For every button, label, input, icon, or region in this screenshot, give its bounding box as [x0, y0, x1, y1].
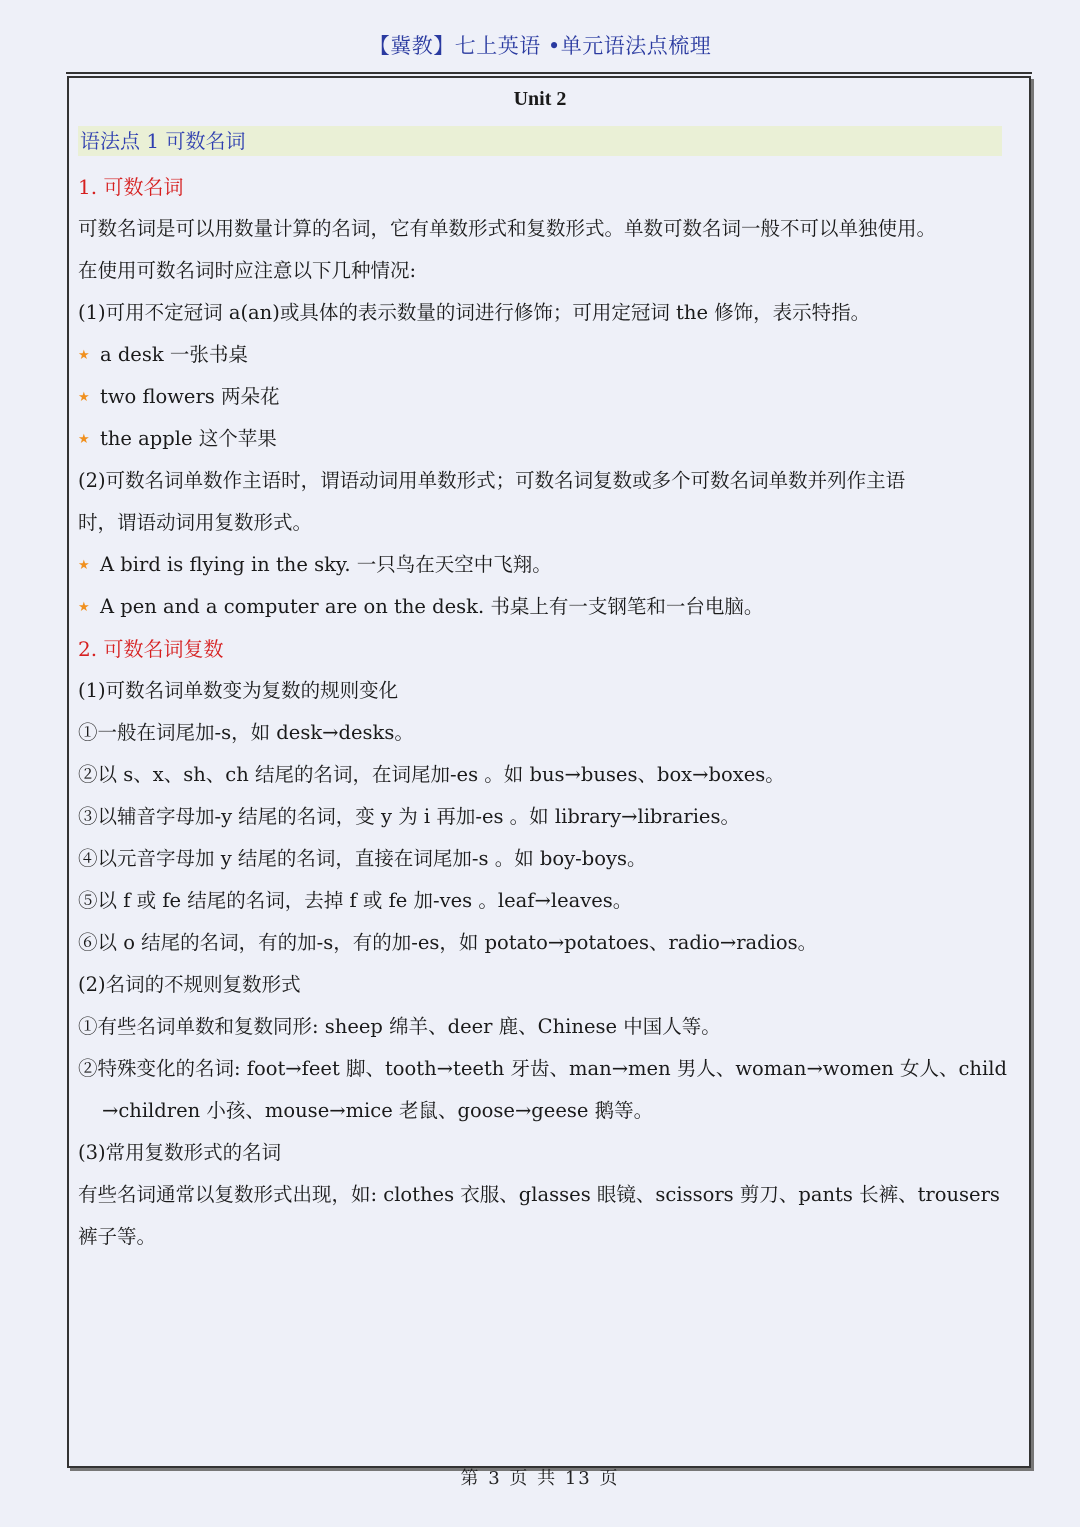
section-title: 语法点 1 可数名词	[78, 126, 1002, 156]
regular-rule-item: ①一般在词尾加-s，如 desk→desks。	[78, 721, 414, 744]
intro-paragraph-2: 在使用可数名词时应注意以下几种情况:	[78, 259, 417, 282]
heading-countable-nouns: 1. 可数名词	[78, 175, 184, 199]
example-item: ★ A pen and a computer are on the desk. 书桌上有一支钢笔和一台电脑。	[78, 586, 1010, 628]
plural-only-title: (3)常用复数形式的名词	[78, 1141, 282, 1164]
content-body	[78, 126, 1010, 1258]
page-header: 【冀教】七上英语 •单元语法点梳理	[368, 34, 712, 58]
regular-rule-item: ③以辅音字母加-y 结尾的名词，变 y 为 i 再加-es 。如 library→libraries。	[78, 805, 740, 828]
heading-plural-nouns: 2. 可数名词复数	[78, 637, 224, 661]
regular-rule-item: ②以 s、x、sh、ch 结尾的名词，在词尾加-es 。如 bus→buses、box→boxes。	[78, 763, 785, 786]
star-bullet-icon: ★	[78, 557, 90, 573]
irregular-item-2-line-1: ②特殊变化的名词: foot→feet 脚、tooth→teeth 牙齿、man→men 男人、woman→women 女人、child	[78, 1057, 1007, 1080]
irregular-item-2-line-2: →children 小孩、mouse→mice 老鼠、goose→geese 鹅等。	[102, 1099, 654, 1122]
star-bullet-icon: ★	[78, 347, 90, 363]
example-item: ★ the apple 这个苹果	[78, 418, 1010, 460]
irregular-plural-title: (2)名词的不规则复数形式	[78, 973, 301, 996]
rule-2-text-line-1: (2)可数名词单数作主语时，谓语动词用单数形式；可数名词复数或多个可数名词单数并列作主语	[78, 469, 906, 492]
regular-rule-item: ⑥以 o 结尾的名词，有的加-s，有的加-es，如 potato→potatoes、radio→radios。	[78, 931, 818, 954]
intro-paragraph-1: 可数名词是可以用数量计算的名词，它有单数形式和复数形式。单数可数名词一般不可以单独使用。	[78, 217, 937, 240]
example-item: ★ two flowers 两朵花	[78, 376, 1010, 418]
unit-title: Unit 2	[513, 88, 567, 110]
regular-rule-item: ⑤以 f 或 fe 结尾的名词，去掉 f 或 fe 加-ves 。leaf→leaves。	[78, 889, 633, 912]
rule-1-text: (1)可用不定冠词 a(an)或具体的表示数量的词进行修饰；可用定冠词 the 修饰，表示特指。	[78, 301, 871, 324]
plural-only-text-line-2: 裤子等。	[78, 1225, 157, 1248]
star-bullet-icon: ★	[78, 431, 90, 447]
regular-plural-title: (1)可数名词单数变为复数的规则变化	[78, 679, 399, 702]
example-item: ★ A bird is flying in the sky. 一只鸟在天空中飞翔。	[78, 544, 1010, 586]
star-bullet-icon: ★	[78, 389, 90, 405]
plural-only-text-line-1: 有些名词通常以复数形式出现，如: clothes 衣服、glasses 眼镜、scissors 剪刀、pants 长裤、trousers	[78, 1183, 1000, 1206]
page-number-footer: 第 3 页 共 13 页	[460, 1468, 620, 1489]
regular-rule-item: ④以元音字母加 y 结尾的名词，直接在词尾加-s 。如 boy-boys。	[78, 847, 647, 870]
irregular-item-1: ①有些名词单数和复数同形: sheep 绵羊、deer 鹿、Chinese 中国人等。	[78, 1015, 721, 1038]
example-item: ★ a desk 一张书桌	[78, 334, 1010, 376]
rule-2-text-line-2: 时，谓语动词用复数形式。	[78, 511, 313, 534]
star-bullet-icon: ★	[78, 599, 90, 615]
header-divider	[66, 72, 1032, 74]
